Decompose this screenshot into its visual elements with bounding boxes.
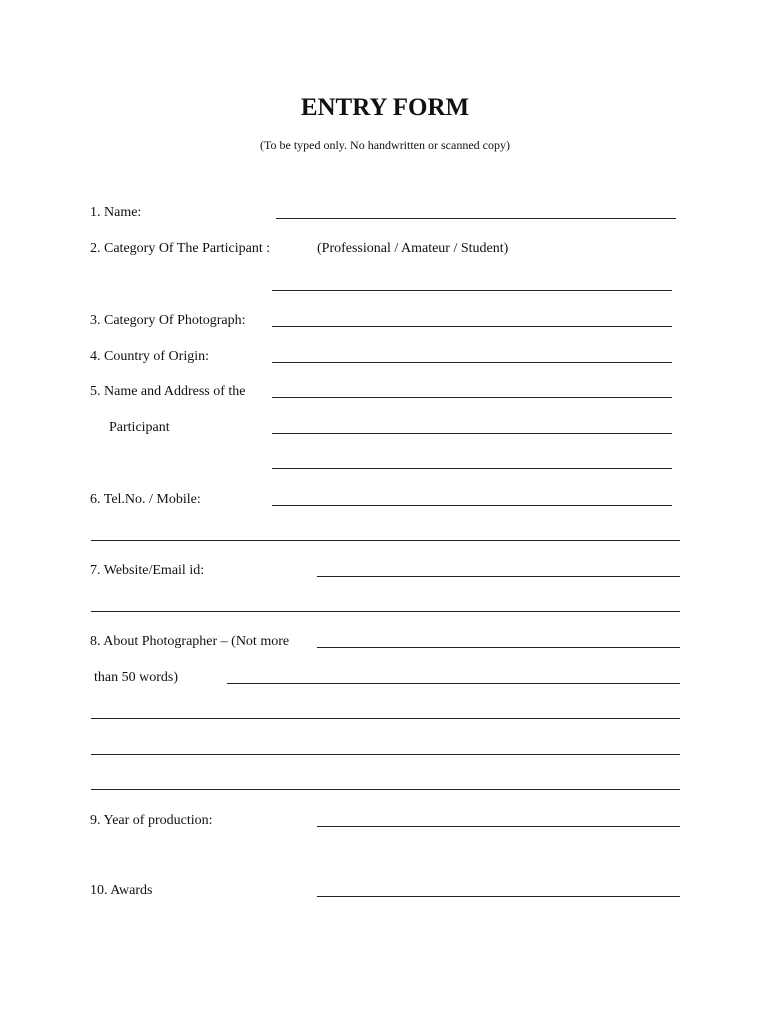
tel-label: 6. Tel.No. / Mobile: <box>90 492 201 507</box>
about-field-line5[interactable] <box>91 789 680 790</box>
about-label-line1: 8. About Photographer – (Not more <box>90 634 290 649</box>
about-field-line4[interactable] <box>91 754 680 755</box>
awards-field[interactable] <box>317 896 680 897</box>
category-photograph-field[interactable] <box>272 326 672 327</box>
tel-field[interactable] <box>272 505 672 506</box>
about-field-line3[interactable] <box>91 718 680 719</box>
tel-field-extra[interactable] <box>91 540 680 541</box>
name-label: 1. Name: <box>90 205 142 220</box>
website-label: 7. Website/Email id: <box>90 563 205 578</box>
category-photograph-label: 3. Category Of Photograph: <box>90 313 246 328</box>
address-label-line2: Participant <box>109 420 170 435</box>
country-label: 4. Country of Origin: <box>90 349 209 364</box>
address-label-line1: 5. Name and Address of the <box>90 384 246 399</box>
form-title: ENTRY FORM <box>300 94 470 121</box>
address-field-line2[interactable] <box>272 433 672 434</box>
category-participant-field[interactable] <box>272 290 672 291</box>
country-field[interactable] <box>272 362 672 363</box>
awards-label: 10. Awards <box>90 883 153 898</box>
year-label: 9. Year of production: <box>90 813 213 828</box>
about-label-line2: than 50 words) <box>94 670 178 685</box>
category-options-text: (Professional / Amateur / Student) <box>317 241 509 256</box>
address-field-line1[interactable] <box>272 397 672 398</box>
category-participant-label: 2. Category Of The Participant : <box>90 241 271 256</box>
year-field[interactable] <box>317 826 680 827</box>
about-field-line1[interactable] <box>317 647 680 648</box>
name-field[interactable] <box>276 218 676 219</box>
website-field-extra[interactable] <box>91 611 680 612</box>
address-field-line3[interactable] <box>272 468 672 469</box>
about-field-line2[interactable] <box>227 683 680 684</box>
form-subtitle: (To be typed only. No handwritten or scanned copy) <box>260 138 510 152</box>
website-field[interactable] <box>317 576 680 577</box>
